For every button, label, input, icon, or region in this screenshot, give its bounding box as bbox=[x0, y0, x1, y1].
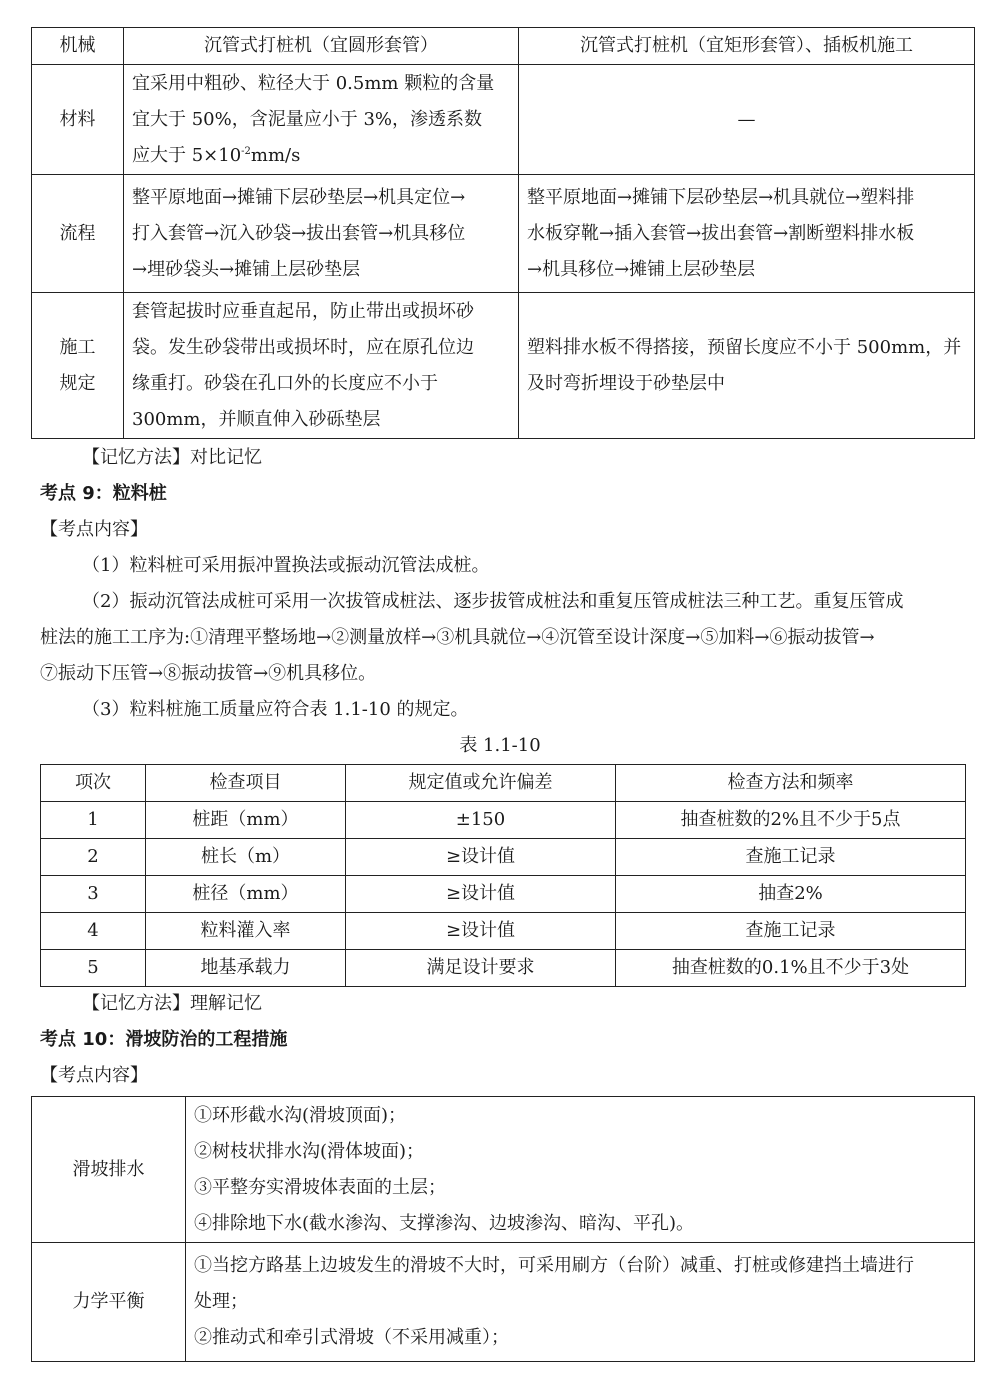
memory-method-2: 【记忆方法】理解记忆 bbox=[82, 993, 262, 1014]
text-line: ③平整夯实滑坡体表面的土层； bbox=[194, 1176, 446, 1198]
text-line: ②推动式和牵引式滑坡（不采用减重）； bbox=[194, 1327, 509, 1348]
row-label-mechanics: 力学平衡 bbox=[32, 1243, 186, 1362]
cell-tolerance: ≥设计值 bbox=[346, 839, 616, 876]
paragraph-2-line-2: 桩法的施工工序为:①清理平整场地→②测量放样→③机具就位→④沉管至设计深度→⑤加料→⑥振动拔管→ bbox=[40, 627, 875, 648]
paragraph-3: （3）粒料桩施工质量应符合表 1.1-10 的规定。 bbox=[82, 699, 469, 720]
process-round-cell bbox=[124, 175, 519, 293]
quality-inspection-table bbox=[40, 764, 966, 987]
header-cell-rect-casing: 沉管式打桩机（宜矩形套管）、插板机施工 bbox=[519, 28, 975, 65]
text-line: 塑料排水板不得搭接，预留长度应不小于 500mm，并 bbox=[527, 336, 962, 358]
row-label-process: 流程 bbox=[32, 175, 124, 293]
table-row bbox=[41, 876, 966, 913]
material-rect-cell: — bbox=[519, 65, 975, 175]
cell-method: 抽查2% bbox=[616, 876, 966, 913]
text-line: 规定 bbox=[59, 372, 96, 394]
text-line bbox=[132, 138, 510, 174]
cell-item-no: 2 bbox=[41, 839, 146, 876]
cell-check-item: 粒料灌入率 bbox=[146, 913, 346, 950]
landslide-measures-table bbox=[31, 1096, 975, 1362]
cell-check-item: 桩径（mm） bbox=[146, 876, 346, 913]
text-line: 整平原地面→摊铺下层砂垫层→机具就位→塑料排 bbox=[527, 186, 915, 208]
construction-method-table bbox=[31, 27, 975, 439]
paragraph-2-line-3: ⑦振动下压管→⑧振动拔管→⑨机具移位。 bbox=[40, 663, 377, 684]
text-fragment: 应大于 5×10 bbox=[132, 144, 242, 166]
text-line: 处理； bbox=[194, 1291, 248, 1312]
text-line: 袋。发生砂袋带出或损坏时，应在原孔位边 bbox=[132, 336, 474, 358]
cell-check-item: 桩长（m） bbox=[146, 839, 346, 876]
text-fragment: mm/s bbox=[250, 144, 301, 166]
text-line: 施工 bbox=[59, 336, 96, 358]
header-cell-method: 检查方法和频率 bbox=[616, 765, 966, 802]
header-cell-item-no: 项次 bbox=[41, 765, 146, 802]
table-row-mechanics bbox=[32, 1243, 975, 1362]
paragraph-2-line-1: （2）振动沉管法成桩可采用一次拔管成桩法、逐步拔管成桩法和重复压管成桩法三种工艺。重复压管成 bbox=[82, 591, 904, 612]
cell-tolerance: ≥设计值 bbox=[346, 913, 616, 950]
text-line: →埋砂袋头→摊铺上层砂垫层 bbox=[132, 258, 361, 280]
text-line: 打入套管→沉入砂袋→拔出套管→机具移位 bbox=[132, 222, 466, 244]
material-round-cell bbox=[124, 65, 519, 175]
table-header-row bbox=[41, 765, 966, 802]
table-row bbox=[41, 802, 966, 839]
table-row bbox=[41, 839, 966, 876]
cell-item-no: 3 bbox=[41, 876, 146, 913]
cell-item-no: 4 bbox=[41, 913, 146, 950]
cell-method: 抽查桩数的0.1%且不少于3处 bbox=[616, 950, 966, 987]
table-row-rules bbox=[32, 293, 975, 439]
table-row-material bbox=[32, 65, 975, 175]
paragraph-1: （1）粒料桩可采用振冲置换法或振动沉管法成桩。 bbox=[82, 555, 490, 576]
text-line: 缘重打。砂袋在孔口外的长度应不小于 bbox=[132, 372, 438, 394]
header-cell-round-casing: 沉管式打桩机（宜圆形套管） bbox=[124, 28, 519, 65]
row-label-drainage: 滑坡排水 bbox=[32, 1097, 186, 1243]
cell-item-no: 5 bbox=[41, 950, 146, 987]
cell-method: 查施工记录 bbox=[616, 839, 966, 876]
cell-check-item: 桩距（mm） bbox=[146, 802, 346, 839]
table-row bbox=[41, 950, 966, 987]
text-line: →机具移位→摊铺上层砂垫层 bbox=[527, 258, 756, 280]
table-caption: 表 1.1-10 bbox=[459, 735, 541, 756]
cell-method: 抽查桩数的2%且不少于5点 bbox=[616, 802, 966, 839]
text-line: 及时弯折埋设于砂垫层中 bbox=[527, 372, 725, 394]
row-label-material: 材料 bbox=[32, 65, 124, 175]
content-label-1: 【考点内容】 bbox=[40, 519, 148, 540]
superscript: -2 bbox=[241, 145, 251, 157]
cell-item-no: 1 bbox=[41, 802, 146, 839]
table-header-row bbox=[32, 28, 975, 65]
text-line: 整平原地面→摊铺下层砂垫层→机具定位→ bbox=[132, 186, 466, 208]
text-line: 300mm，并顺直伸入砂砾垫层 bbox=[132, 408, 381, 430]
text-line: ①环形截水沟(滑坡顶面)； bbox=[194, 1104, 407, 1126]
content-label-2: 【考点内容】 bbox=[40, 1065, 148, 1086]
point-9-title: 考点 9：粒料桩 bbox=[40, 483, 167, 504]
row-label-rules bbox=[32, 293, 124, 439]
table-row bbox=[41, 913, 966, 950]
mechanics-measures-cell bbox=[186, 1243, 975, 1362]
cell-check-item: 地基承载力 bbox=[146, 950, 346, 987]
text-line: 套管起拔时应垂直起吊，防止带出或损坏砂 bbox=[132, 300, 474, 322]
memory-method-1: 【记忆方法】对比记忆 bbox=[82, 447, 262, 468]
text-line: ②树枝状排水沟(滑体坡面)； bbox=[194, 1140, 425, 1162]
text-line: 宜大于 50%，含泥量应小于 3%，渗透系数 bbox=[132, 108, 483, 130]
cell-tolerance: 满足设计要求 bbox=[346, 950, 616, 987]
process-rect-cell bbox=[519, 175, 975, 293]
header-cell-machine: 机械 bbox=[32, 28, 124, 65]
text-line: 宜采用中粗砂、粒径大于 0.5mm 颗粒的含量 bbox=[132, 72, 495, 94]
drainage-measures-cell bbox=[186, 1097, 975, 1243]
header-cell-check-item: 检查项目 bbox=[146, 765, 346, 802]
table-row-drainage bbox=[32, 1097, 975, 1243]
text-line: 水板穿靴→插入套管→拔出套管→割断塑料排水板 bbox=[527, 222, 915, 244]
cell-method: 查施工记录 bbox=[616, 913, 966, 950]
text-line: ①当挖方路基上边坡发生的滑坡不大时，可采用刷方（台阶）减重、打桩或修建挡土墙进行 bbox=[194, 1255, 914, 1276]
text-line: ④排除地下水(截水渗沟、支撑渗沟、边坡渗沟、暗沟、平孔)。 bbox=[194, 1212, 695, 1234]
table-row-process bbox=[32, 175, 975, 293]
rules-round-cell bbox=[124, 293, 519, 439]
cell-tolerance: ≥设计值 bbox=[346, 876, 616, 913]
rules-rect-cell bbox=[519, 293, 975, 439]
point-10-title: 考点 10：滑坡防治的工程措施 bbox=[40, 1029, 288, 1050]
header-cell-tolerance: 规定值或允许偏差 bbox=[346, 765, 616, 802]
cell-tolerance: ±150 bbox=[346, 802, 616, 839]
